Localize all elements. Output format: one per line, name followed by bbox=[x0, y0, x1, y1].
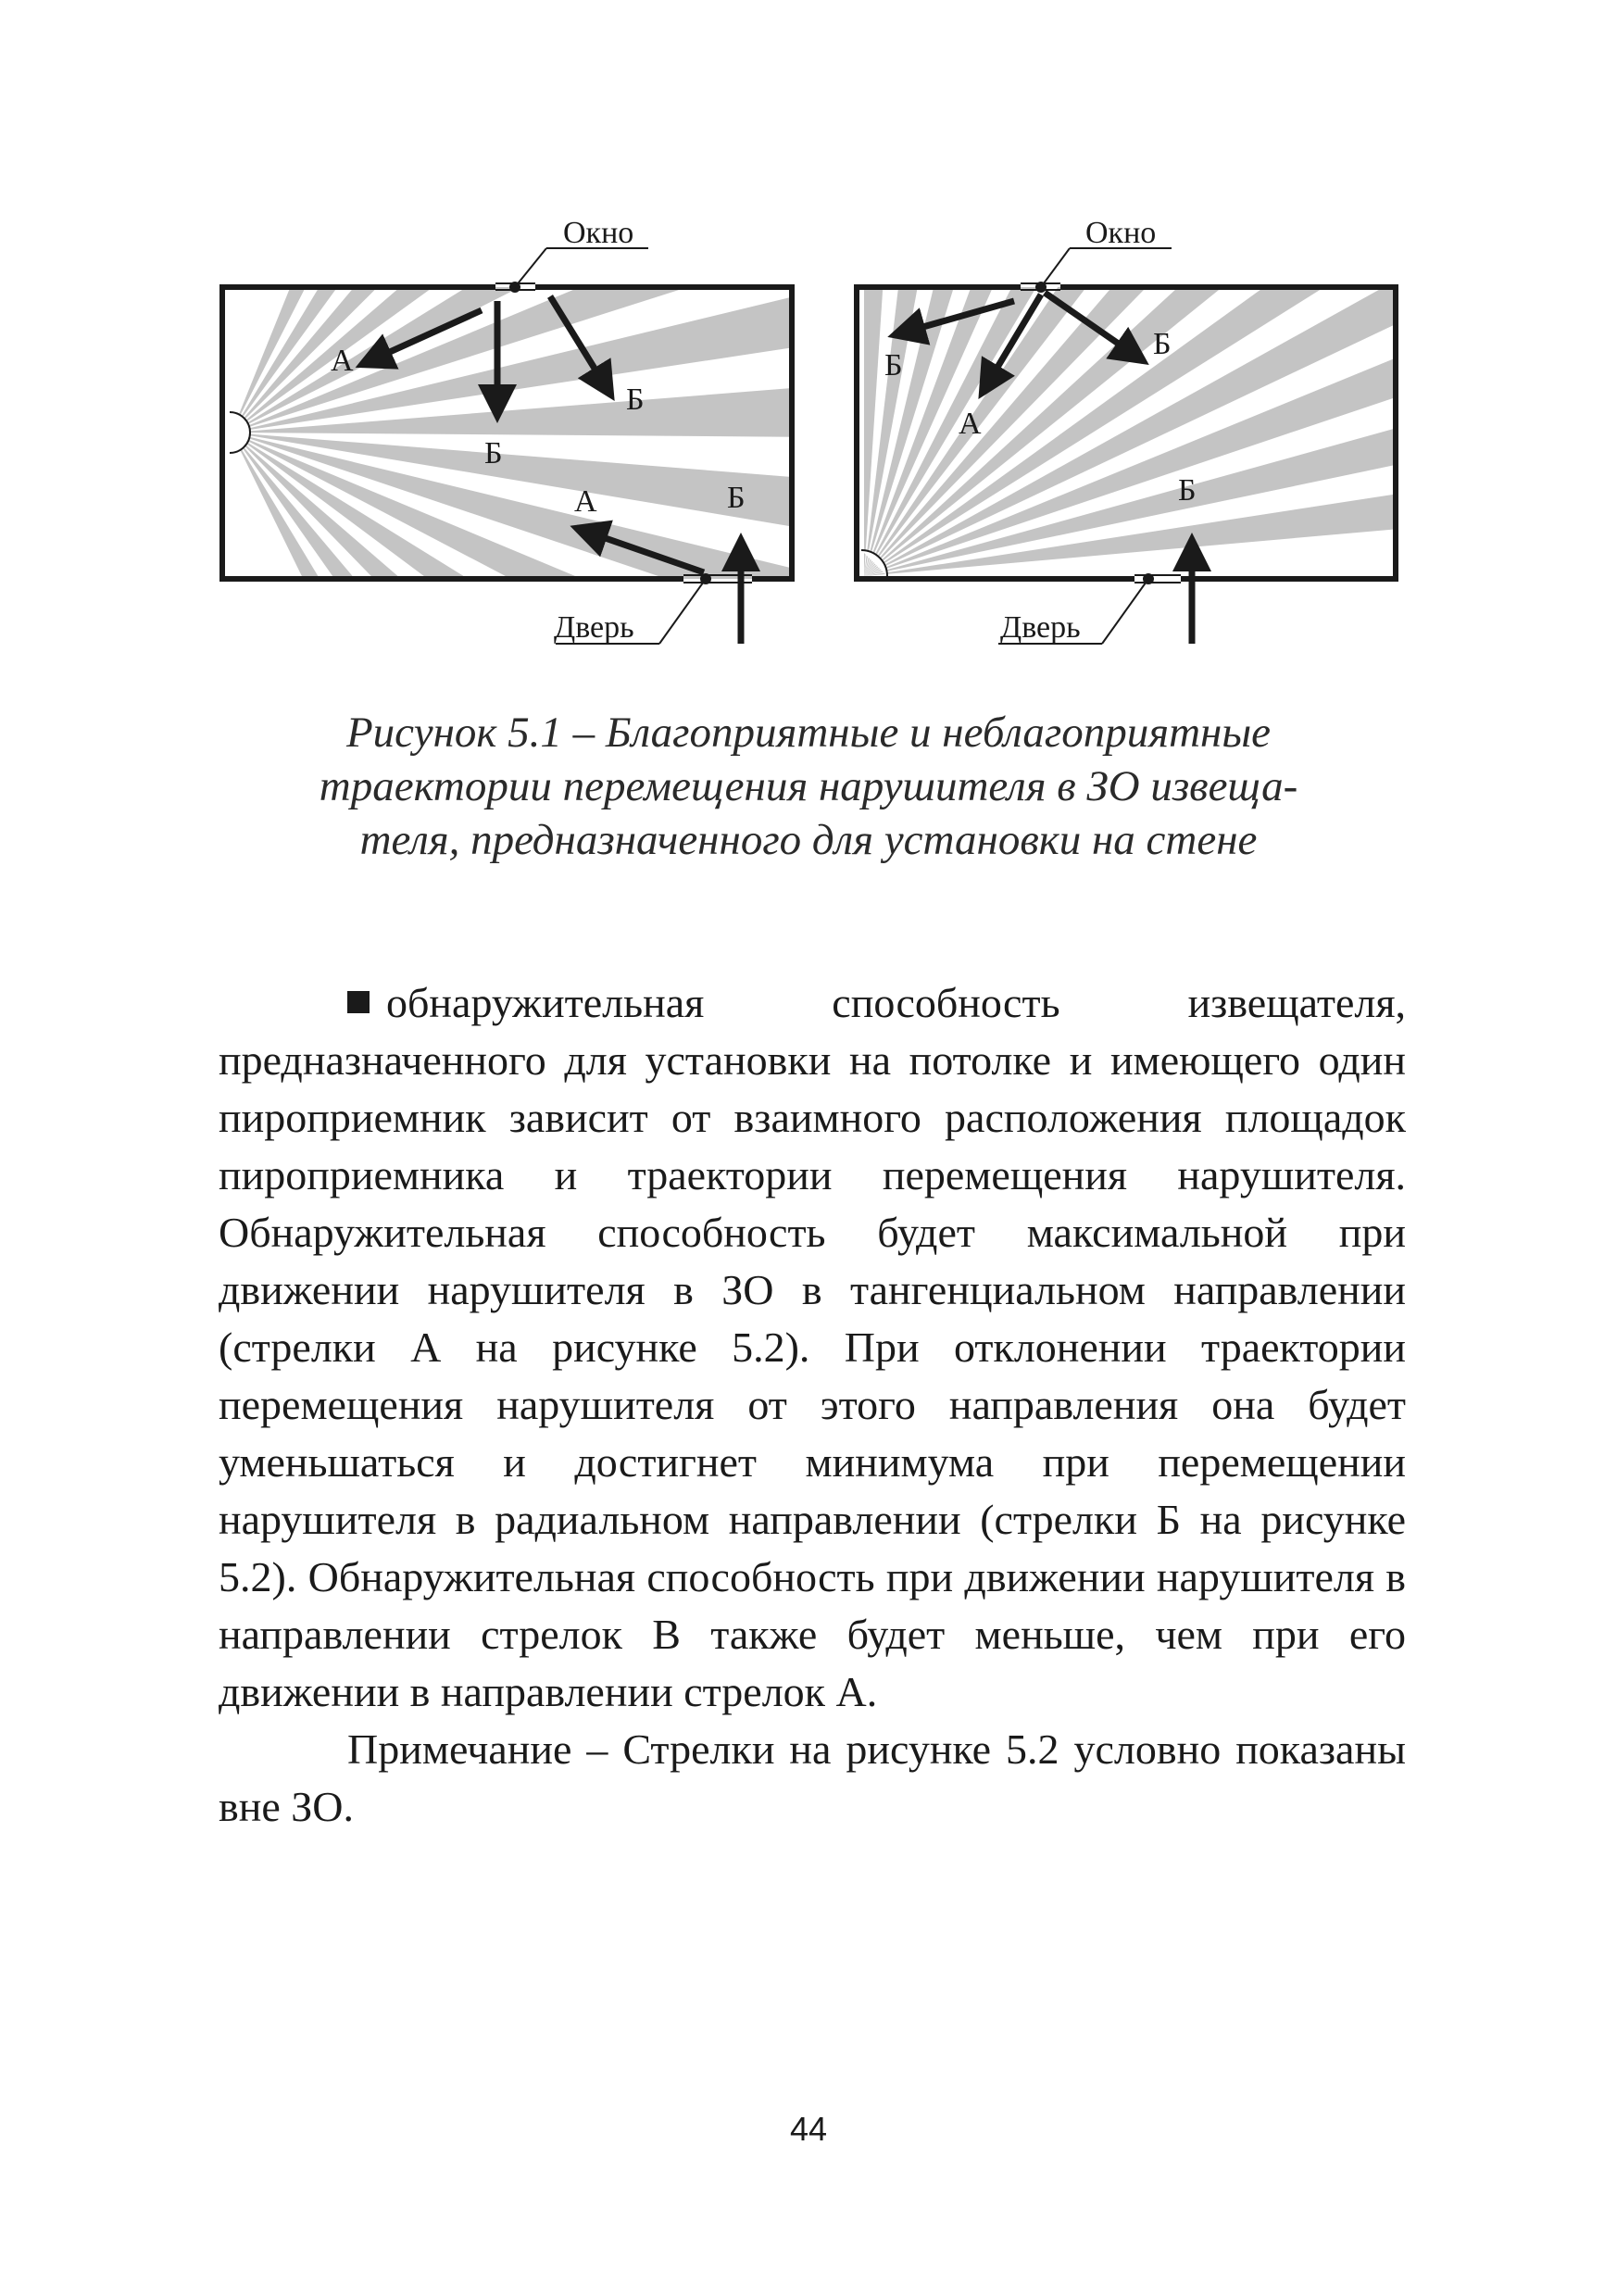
figure-5-1 bbox=[0, 0, 1617, 667]
right-room-diagram bbox=[857, 0, 1617, 645]
caption-line: Рисунок 5.1 – Благоприятные и неблагоприятные bbox=[345, 709, 1272, 757]
paragraph-note bbox=[219, 1721, 1406, 1836]
right-arrow-label-a: А bbox=[959, 407, 982, 441]
left-arrow-label-a-bottom: А bbox=[574, 484, 597, 519]
right-window-label: Окно bbox=[1085, 216, 1157, 250]
caption-line: теля, предназначенного для установки на стене bbox=[359, 816, 1258, 864]
bullet-square-icon bbox=[347, 991, 370, 1013]
left-arrow-label-b-down: Б bbox=[484, 436, 503, 470]
right-door-label: Дверь bbox=[1000, 610, 1081, 645]
body-text bbox=[219, 974, 1406, 1836]
figure-caption bbox=[213, 706, 1404, 867]
left-arrow-label-b-diagonal: Б bbox=[626, 383, 645, 417]
paragraph-text: обнаружительная способность извещателя, предназначенного для установки на потолке и имеющего один пироприемник зависит от взаимного расположения площадок пироприемника и траектории перемещения нарушителя. Обнаружительная способность будет максимальной при движении нарушителя в ЗО в тангенциальном направлении (стрелки А на рисунке 5.2). При отклонении траектории перемещения нарушителя от этого направления она будет уменьшаться и достигнет минимума при перемещении нарушителя в радиальном направлении (стрелки Б на рисунке 5.2). Обнаружительная способность при движении нарушителя в направлении стрелок В также будет меньше, чем при его движении в направлении стрелок А. bbox=[219, 979, 1406, 1715]
paragraph-detection-ability bbox=[219, 974, 1406, 1721]
note-text: Примечание – Стрелки на рисунке 5.2 условно показаны вне ЗО. bbox=[219, 1725, 1406, 1830]
page-number: 44 bbox=[789, 2110, 828, 2148]
left-window-label: Окно bbox=[563, 216, 634, 250]
right-arrow-label-b-up: Б bbox=[1178, 473, 1197, 508]
right-arrow-label-b-diagonal: Б bbox=[1153, 327, 1172, 361]
left-door-label: Дверь bbox=[554, 610, 634, 645]
caption-line: траектории перемещения нарушителя в ЗО извеща- bbox=[319, 762, 1298, 810]
left-arrow-label-b-up: Б bbox=[727, 481, 746, 515]
right-beam bbox=[864, 449, 1617, 576]
left-arrow-label-a-top: А bbox=[331, 344, 354, 378]
right-arrow-label-b-left: Б bbox=[884, 348, 903, 383]
